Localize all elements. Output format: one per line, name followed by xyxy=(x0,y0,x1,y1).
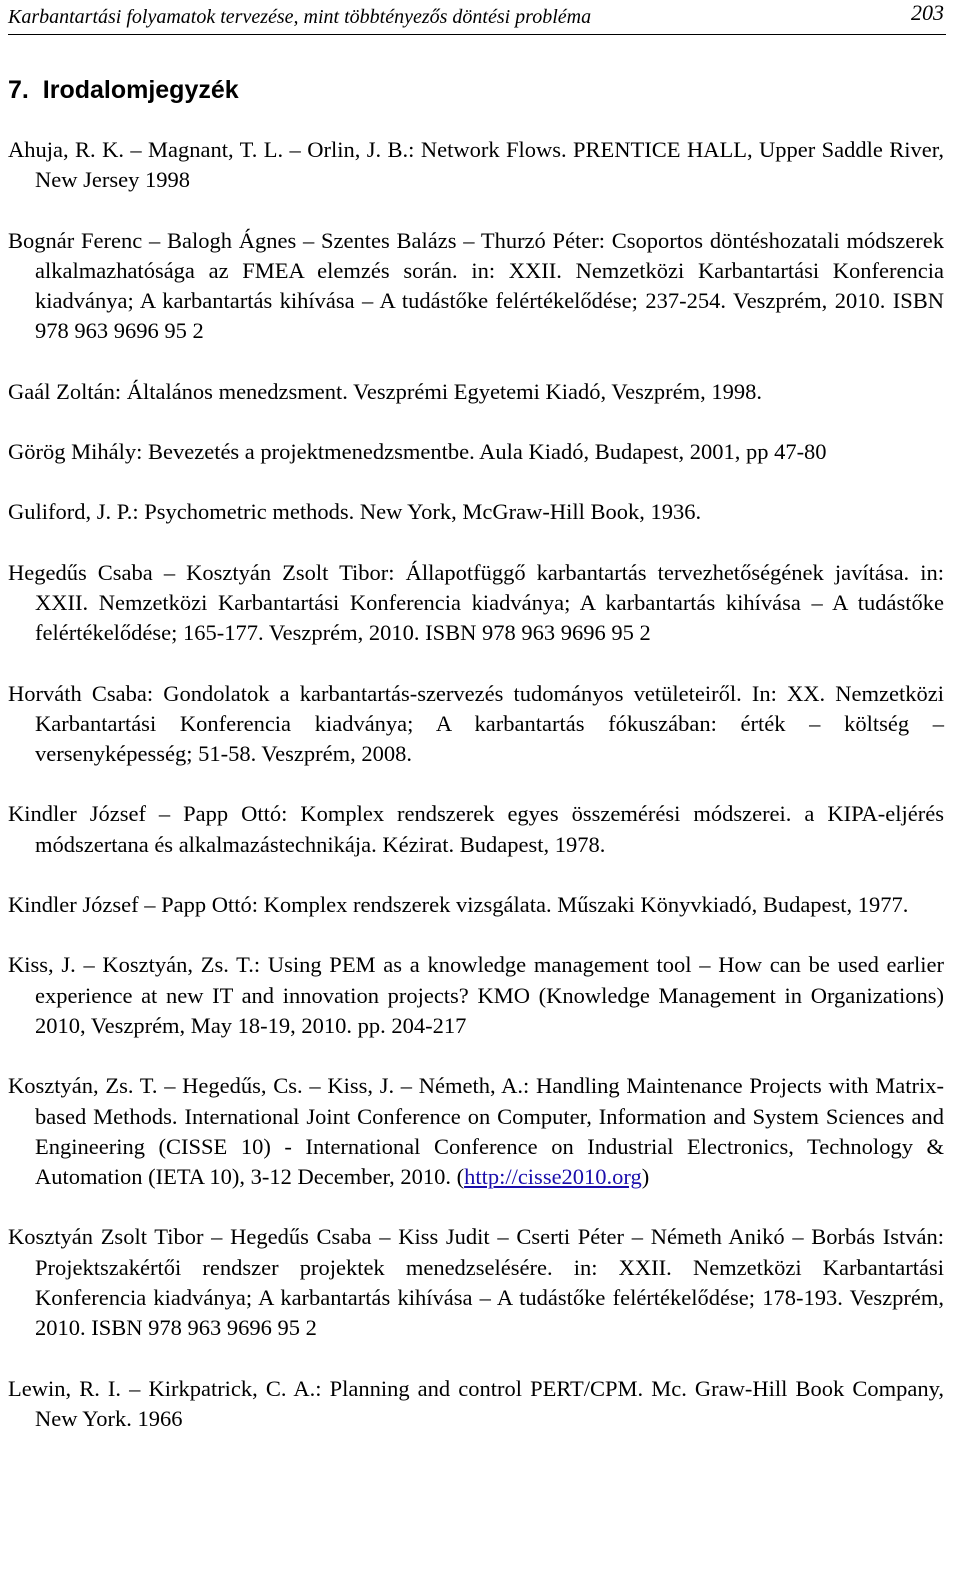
reference-item xyxy=(8,135,944,196)
reference-item xyxy=(8,1374,944,1435)
reference-text: Kosztyán Zsolt Tibor – Hegedűs Csaba – Kiss Judit – Cserti Péter – Németh Anikó – Borbás István: Projektszakértői rendszer projektek menedzselésére. in: XXII. Nemzetközi Karbantartási Konferencia kiadványa; A karbantartás kihívása – A tudástőke felértékelődése; 178-193. Veszprém, 2010. ISBN 978 963 9696 95 2 xyxy=(8,1224,944,1341)
reference-item xyxy=(8,799,944,860)
reference-text: Guliford, J. P.: Psychometric methods. New York, McGraw-Hill Book, 1936. xyxy=(8,499,702,525)
section-heading xyxy=(8,76,239,105)
reference-text: Kosztyán, Zs. T. – Hegedűs, Cs. – Kiss, J. – Németh, A.: Handling Maintenance Projects with Matrix-based Methods. International Joint Conference on Computer, Information and System Sciences and Engineering (CISSE 10) - International Conference on Industrial Electronics, Technology & Automation (IETA 10), 3-12 December, 2010. ( xyxy=(8,1073,944,1190)
reference-text: Bognár Ferenc – Balogh Ágnes – Szentes Balázs – Thurzó Péter: Csoportos döntéshozatali módszerek alkalmazhatósága az FMEA elemzés során. in: XXII. Nemzetközi Karbantartási Konferencia kiadványa; A karbantartás kihívása – A tudástőke felértékelődése; 237-254. Veszprém, 2010. ISBN 978 963 9696 95 2 xyxy=(8,227,944,344)
reference-text-closing: ) xyxy=(641,1164,650,1190)
reference-text: Lewin, R. I. – Kirkpatrick, C. A.: Planning and control PERT/CPM. Mc. Graw-Hill Book Company, New York. 1966 xyxy=(8,1375,944,1431)
reference-item xyxy=(8,950,944,1041)
reference-item xyxy=(8,1071,944,1192)
reference-item xyxy=(8,890,944,920)
running-header xyxy=(8,0,946,35)
reference-text: Ahuja, R. K. – Magnant, T. L. – Orlin, J. B.: Network Flows. PRENTICE HALL, Upper Saddle River, New Jersey 1998 xyxy=(8,137,944,193)
reference-text: Gaál Zoltán: Általános menedzsment. Veszprémi Egyetemi Kiadó, Veszprém, 1998. xyxy=(8,378,762,404)
header-title: Karbantartási folyamatok tervezése, mint többtényezős döntési probléma xyxy=(8,6,592,28)
reference-list xyxy=(8,135,944,1464)
reference-item xyxy=(8,558,944,649)
reference-text: Hegedűs Csaba – Kosztyán Zsolt Tibor: Állapotfüggő karbantartás tervezhetőségének javítása. in: XXII. Nemzetközi Karbantartási Konferencia kiadványa; A karbantartás kihívása – A tudástőke felértékelődése; 165-177. Veszprém, 2010. ISBN 978 963 9696 95 2 xyxy=(8,559,944,646)
reference-item xyxy=(8,437,944,467)
reference-item xyxy=(8,226,944,347)
reference-item xyxy=(8,497,944,527)
reference-item xyxy=(8,377,944,407)
section-title: Irodalomjegyzék xyxy=(42,76,239,104)
page-number: 203 xyxy=(911,0,944,25)
reference-item xyxy=(8,1222,944,1343)
reference-link[interactable]: http://cisse2010.org xyxy=(464,1164,642,1190)
reference-text: Kiss, J. – Kosztyán, Zs. T.: Using PEM as a knowledge management tool – How can be used earlier experience at new IT and innovation projects? KMO (Knowledge Management in Organizations) 2010, Veszprém, May 18-19, 2010. pp. 204-217 xyxy=(8,952,944,1038)
reference-text: Horváth Csaba: Gondolatok a karbantartás-szervezés tudományos vetületeiről. In: XX. Nemzetközi Karbantartási Konferencia kiadványa; A karbantartás fókuszában: érték – költség – versenyképesség; 51-58. Veszprém, 2008. xyxy=(8,680,944,767)
section-number: 7. xyxy=(8,76,29,104)
reference-text: Görög Mihály: Bevezetés a projektmenedzsmentbe. Aula Kiadó, Budapest, 2001, pp 47-80 xyxy=(8,439,827,465)
reference-text: Kindler József – Papp Ottó: Komplex rendszerek egyes összemérési módszerei. a KIPA-eljérés módszertana és alkalmazástechnikája. Kézirat. Budapest, 1978. xyxy=(8,801,944,857)
reference-item xyxy=(8,679,944,770)
reference-text: Kindler József – Papp Ottó: Komplex rendszerek vizsgálata. Műszaki Könyvkiadó, Budapest, 1977. xyxy=(8,892,909,918)
